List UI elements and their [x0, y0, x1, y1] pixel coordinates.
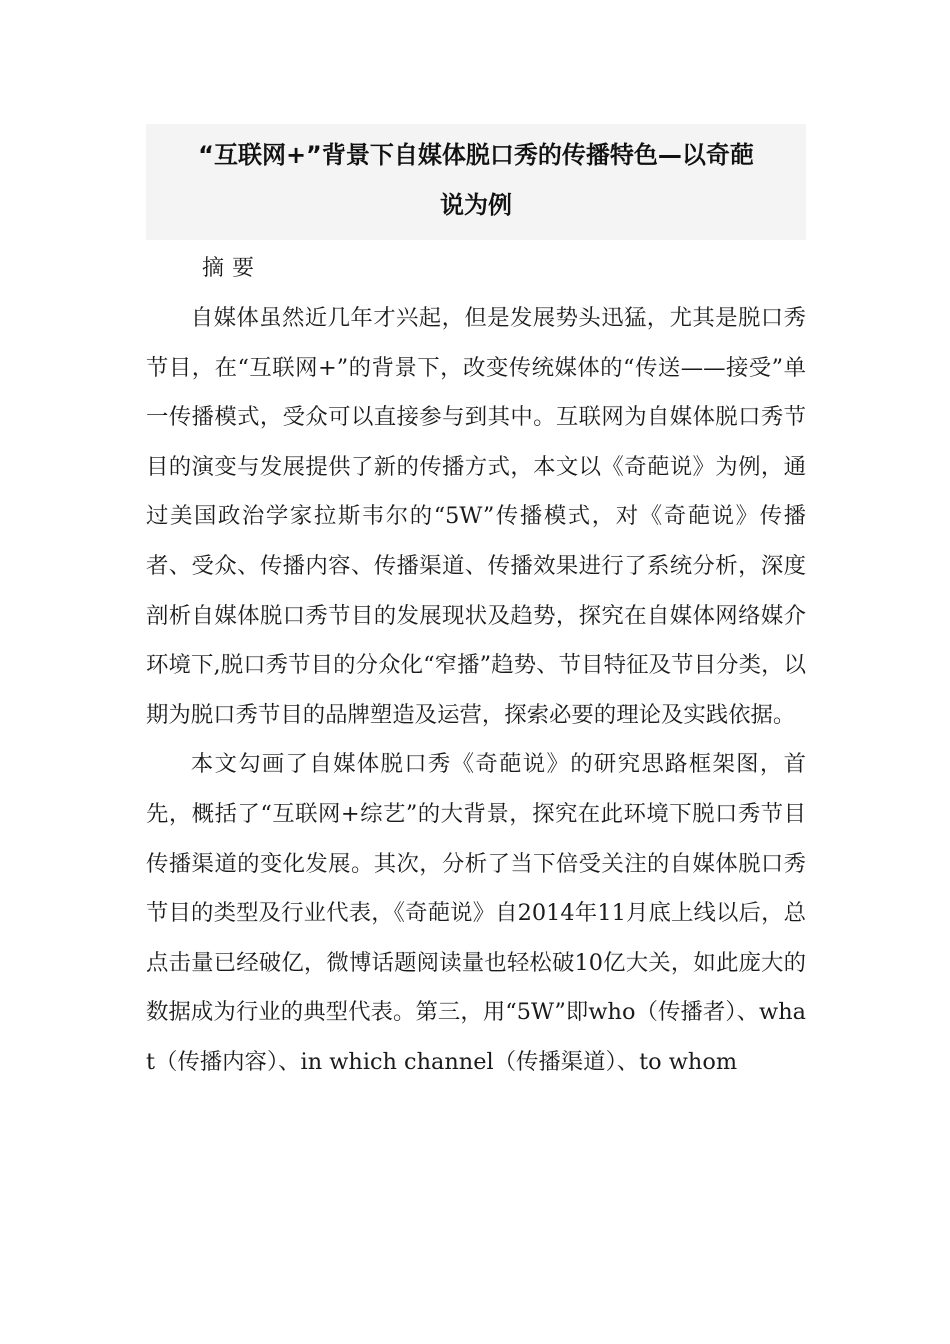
abstract-paragraph-2: 本文勾画了自媒体脱口秀《奇葩说》的研究思路框架图，首先，概括了“互联网+综艺”的大背景，探究在此环境下脱口秀节目传播渠道的变化发展。其次，分析了当下倍受关注的自媒体脱口秀节目的类型及行业代表，《奇葩说》自2014年11月底上线以后，总点击量已经破亿，微博话题阅读量也轻松破10亿大关，如此庞大的数据成为行业的典型代表。第三，用“5W”即who（传播者）、what（传播内容）、in which channel（传播渠道）、to whom — [146, 751, 806, 1075]
title-line-2: 说为例 — [440, 191, 512, 219]
document-page — [146, 0, 806, 1088]
abstract-paragraph-1: 自媒体虽然近几年才兴起，但是发展势头迅猛，尤其是脱口秀节目，在“互联网+”的背景下，改变传统媒体的“传送——接受”单一传播模式，受众可以直接参与到其中。互联网为自媒体脱口秀节目的演变与发展提供了新的传播方式，本文以《奇葩说》为例，通过美国政治学家拉斯韦尔的“5W”传播模式，对《奇葩说》传播者、受众、传播内容、传播渠道、传播效果进行了系统分析，深度剖析自媒体脱口秀节目的发展现状及趋势，探究在自媒体网络媒介环境下,脱口秀节目的分众化“窄播”趋势、节目特征及节目分类，以期为脱口秀节目的品牌塑造及运营，探索必要的理论及实践依据。 — [146, 305, 806, 728]
document-title — [146, 124, 806, 240]
title-line-1: “互联网+”背景下自媒体脱口秀的传播特色—以奇葩 — [198, 141, 754, 169]
abstract-heading: 摘要 — [202, 256, 263, 281]
